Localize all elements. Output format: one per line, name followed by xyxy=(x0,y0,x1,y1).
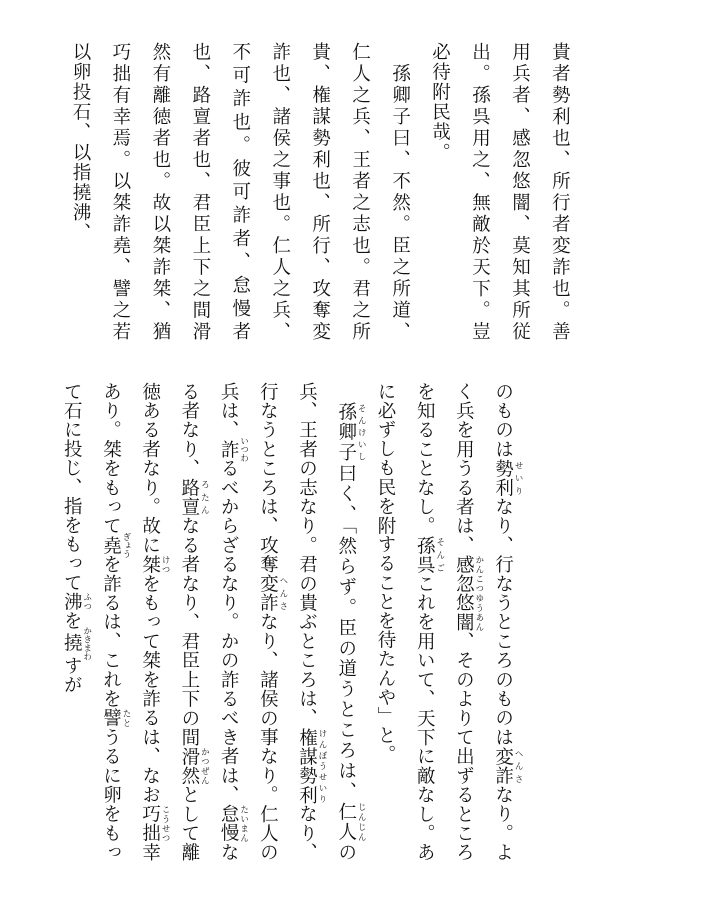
ruby-ketsu-1: 桀 けつ xyxy=(139,554,171,575)
ruby-itsuwa: 詐 いつわ xyxy=(218,436,249,462)
ruby-taiman: 怠慢 たいまん xyxy=(218,804,249,843)
yomikudashi-section xyxy=(52,382,686,882)
ruby-katsuzen: 滑然 かつぜん xyxy=(178,746,210,786)
ruby-kankotsuyuuan: 感忽悠闇 かんこつゆうあん xyxy=(453,554,484,632)
yomikudashi-text-block: のものは勢利 せいりなり、行なうところのものは変詐 へんさなり。よく兵を用うる者は、感忽悠闇 かんこつゆうあん、そのよりて出ずるところを知ることなし。孫呉 そんごこれを用いて、天下に敵なし。あに必ずしも民を附することを待たんや」と。 孫卿子 そんけいし曰く、「然らず。臣の道うところは、仁人 じんじんの兵、王者の志なり。君の貴ぶところは、権謀勢利 けんぼうせいりなり、行なうところは、攻奪変詐 へんさなり、諸侯の事なり。仁人の兵は、詐 いつわるべからざるなり。かの詐るべき者は、怠慢 たいまんなる者なり、路亶 ろたんなる者なり、君臣上下の間滑然 かつぜんとして離徳ある者なり。故に桀 けつをもって桀を詐るは、なお巧拙 こうせつ幸あり。桀をもって堯 ぎょうを詐るは、これを譬 たとうるに卵をもって石に投じ、指をもって沸 ふつを撓 かきまわすが xyxy=(61,382,524,863)
ruby-seiri: 勢利 せいり xyxy=(492,458,524,498)
ruby-kenbouseiri: 権謀勢利 けんぼうせいり xyxy=(296,727,328,805)
ruby-kakimawa: 撓 かきまわ xyxy=(61,626,92,661)
kanbun-section xyxy=(60,42,686,352)
ruby-futsu: 沸 ふつ xyxy=(61,592,92,612)
ruby-jinjin-1: 仁人 じんじん xyxy=(335,802,367,843)
ruby-fu: 附 xyxy=(374,515,396,535)
ruby-songo: 孫呉 そんご xyxy=(414,535,445,575)
ruby-gyou: 堯 ぎょう xyxy=(100,532,131,558)
section-divider xyxy=(0,360,720,361)
ruby-hensa-2: 変詐 へんさ xyxy=(257,574,288,613)
ruby-rotan: 路亶 ろたん xyxy=(178,478,210,517)
ruby-sonkeishi: 孫卿子 そんけいし xyxy=(335,402,367,464)
kanbun-text-block: 貴者勢利也、所行者変詐也。善用兵者、感忽悠闇、莫知其所従出。孫呉用之、無敵於天下。豈必待附民哉。 孫卿子曰、不然。臣之所道、仁人之兵、王者之志也。君之所貴、権謀勢利也、所行、攻奪変詐也、諸侯之事也。仁人之兵、不可詐也。彼可詐者、怠慢者也、路亶者也、君臣上下之間滑然有離徳者也。故以桀詐桀、猶巧拙有幸焉。以桀詐堯、譬之若以卵投石、以指撓沸、 xyxy=(69,42,571,342)
ruby-kousetsu: 巧拙 こうせつ xyxy=(139,804,171,843)
ruby-hensa-1: 変詐 へんさ xyxy=(492,746,524,786)
ruby-tato: 譬 たと xyxy=(100,708,131,728)
